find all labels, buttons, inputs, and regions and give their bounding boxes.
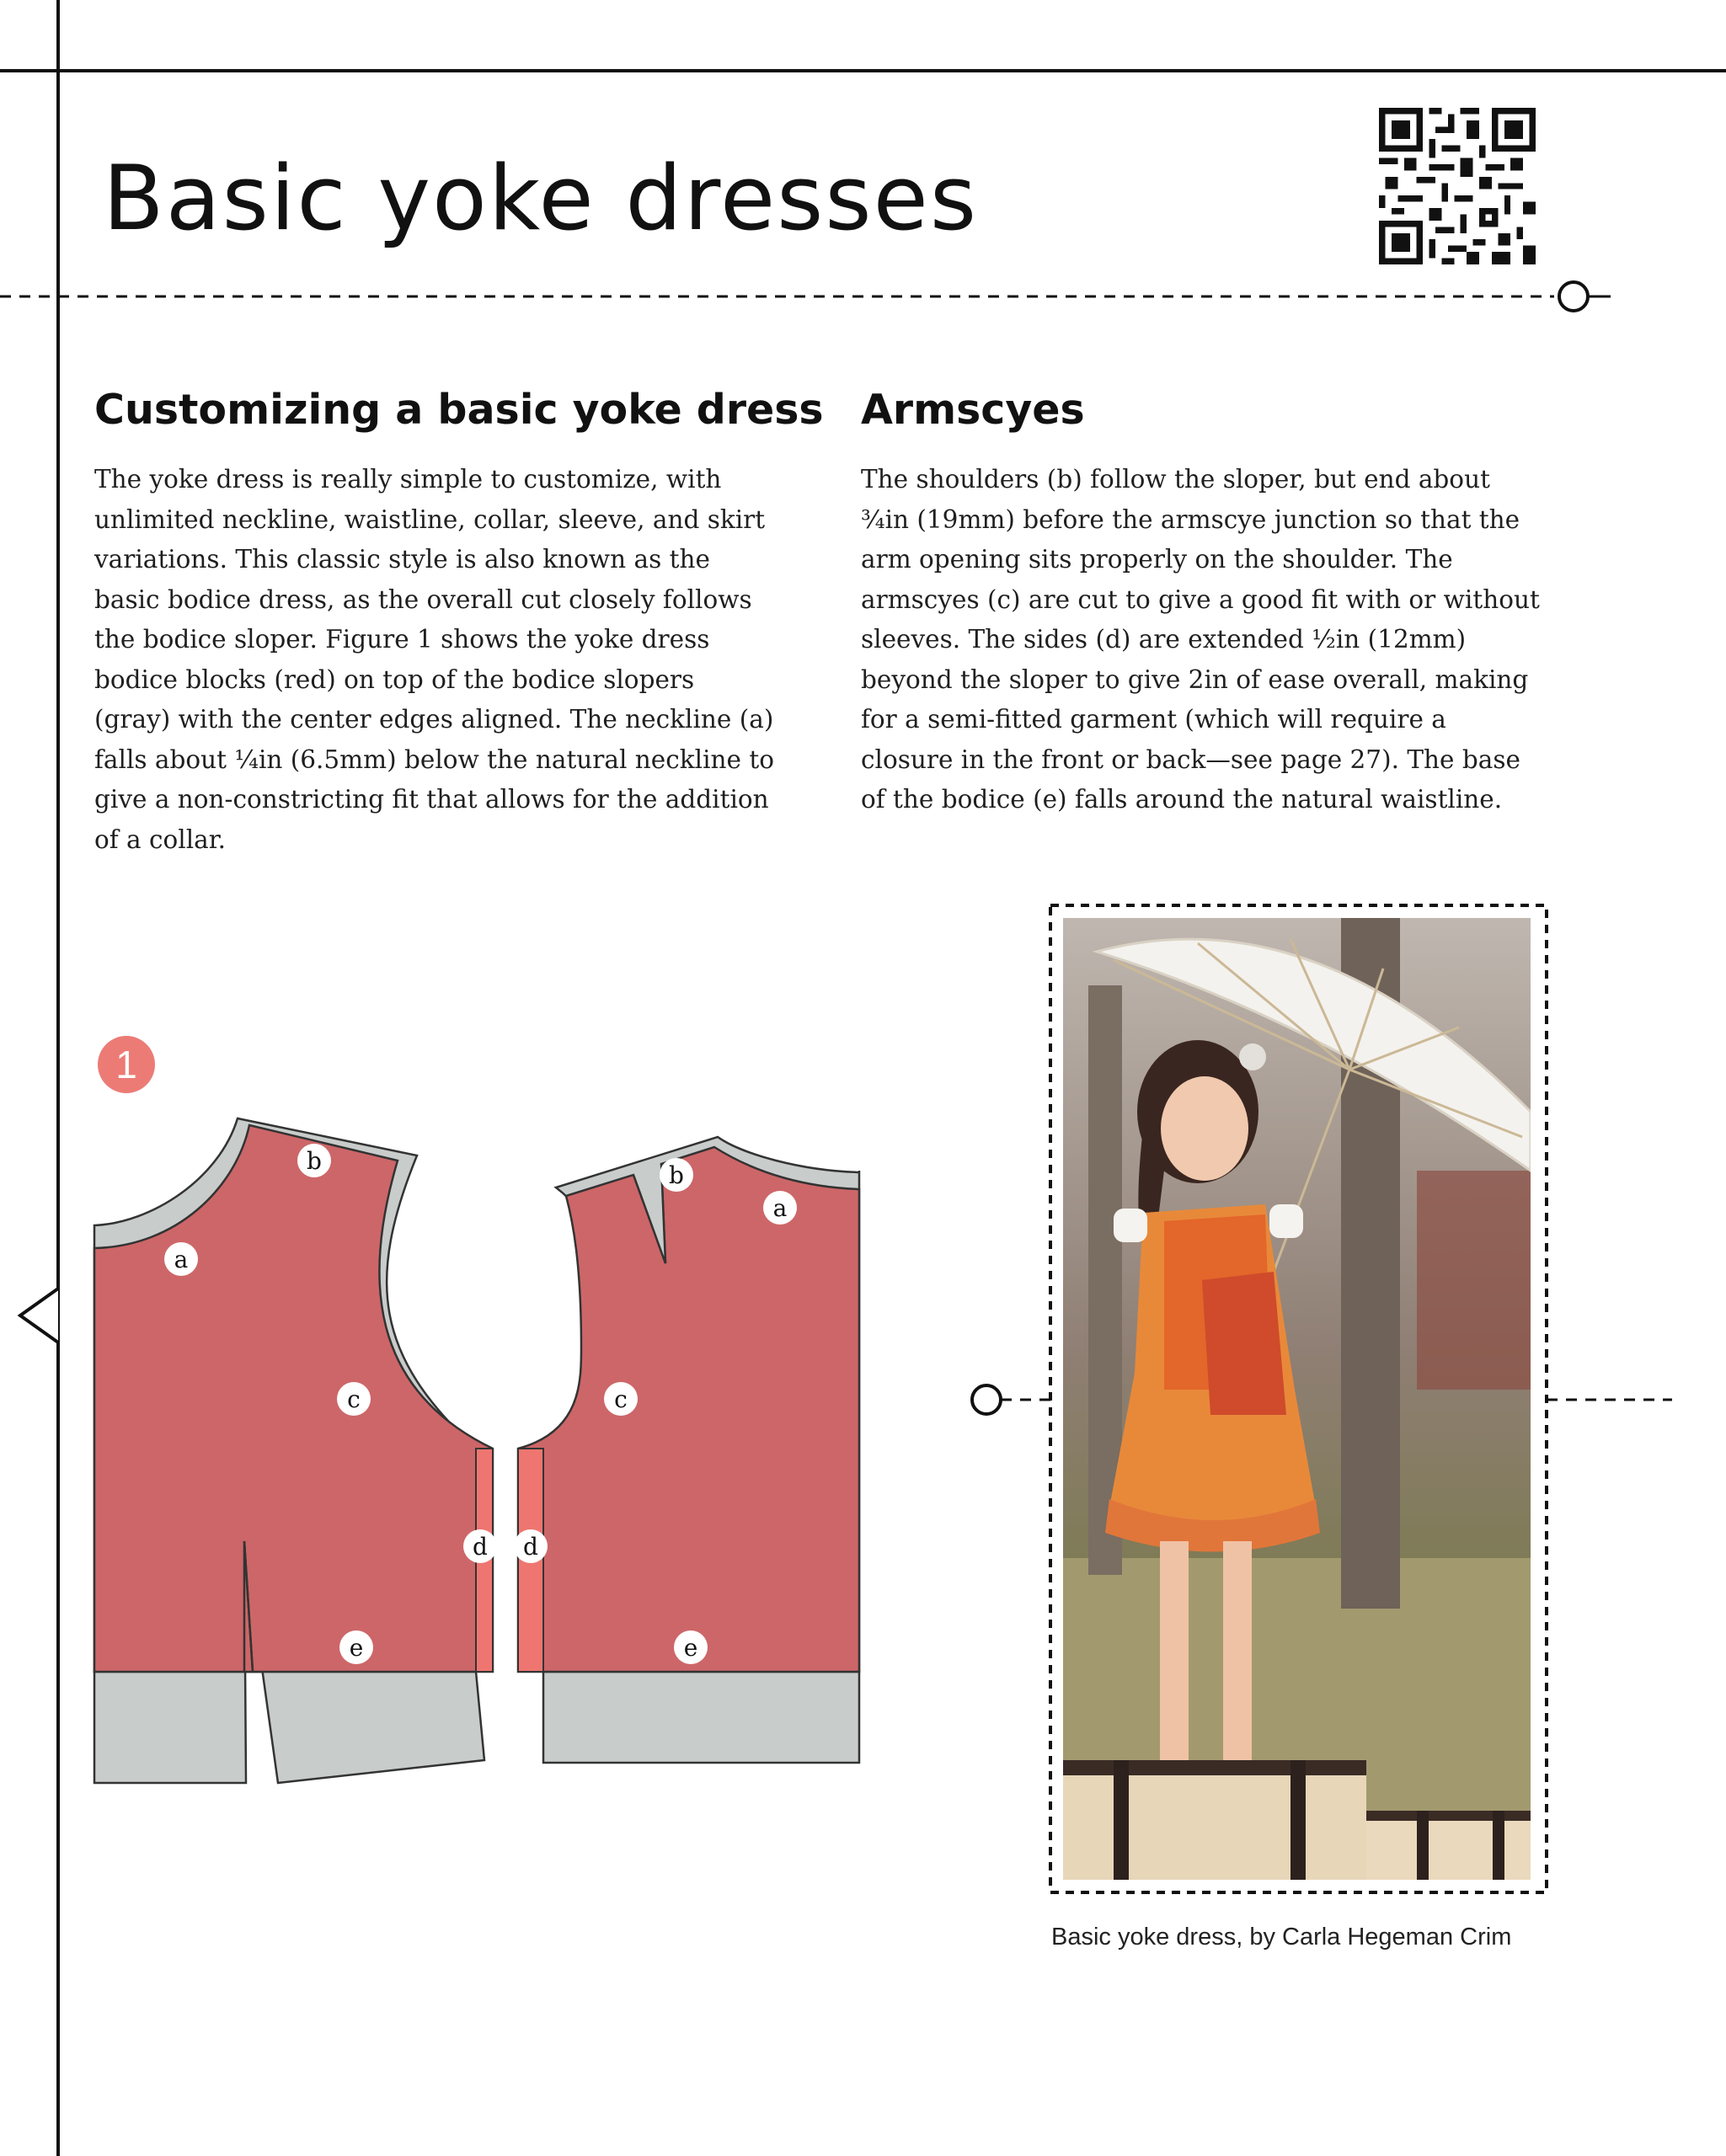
front-label-a: a — [772, 1194, 788, 1222]
left-column-heading: Customizing a basic yoke dress — [94, 386, 824, 434]
back-label-b: b — [307, 1147, 322, 1175]
back-label-a: a — [174, 1246, 189, 1273]
back-label-c: c — [347, 1385, 361, 1413]
back-label-e: e — [349, 1634, 364, 1662]
photo-girl-with-parasol — [1063, 918, 1531, 1880]
front-label-b: b — [669, 1161, 684, 1189]
front-bodice-piece — [518, 1137, 859, 1763]
front-label-c: c — [614, 1385, 628, 1413]
front-bodice-block — [518, 1147, 859, 1672]
front-label-d: d — [523, 1533, 538, 1561]
front-label-e: e — [683, 1634, 698, 1662]
back-bodice-block — [94, 1125, 493, 1672]
back-label-d: d — [473, 1533, 488, 1561]
back-bodice-piece — [94, 1118, 493, 1783]
left-column-paragraph: The yoke dress is really simple to customize, with unlimited neckline, waistline, collar, sleeve, and skirt variations. This classic style is also known as the basic bodice dress, as the overall cut closely follows the bodice sloper. Figure 1 shows the yoke dress bodice blocks (red) on top of the bodice slopers (gray) with the center edges aligned. The neckline (a) falls about ¼in (6.5mm) below the natural neckline to give a non-constricting fit that allows for the addition of a collar. — [94, 465, 774, 854]
right-column-paragraph: The shoulders (b) follow the sloper, but end about ¾in (19mm) before the armscye junction so that the arm opening sits properly on the shoulder. The armscyes (c) are cut to give a good fit with or without sleeves. The sides (d) are extended ½in (12mm) beyond the sloper to give 2in of ease overall, making for a semi-fitted garment (which will require a closure in the front or back—see page 27). The base of the bodice (e) falls around the natural waistline. — [861, 465, 1540, 814]
front-skirt-sloper — [543, 1672, 859, 1763]
figure-number-badge: 1 — [98, 1036, 155, 1093]
right-column-heading: Armscyes — [861, 386, 1085, 434]
page-title: Basic yoke dresses — [103, 147, 979, 250]
photo-caption: Basic yoke dress, by Carla Hegeman Crim — [1051, 1924, 1512, 1951]
